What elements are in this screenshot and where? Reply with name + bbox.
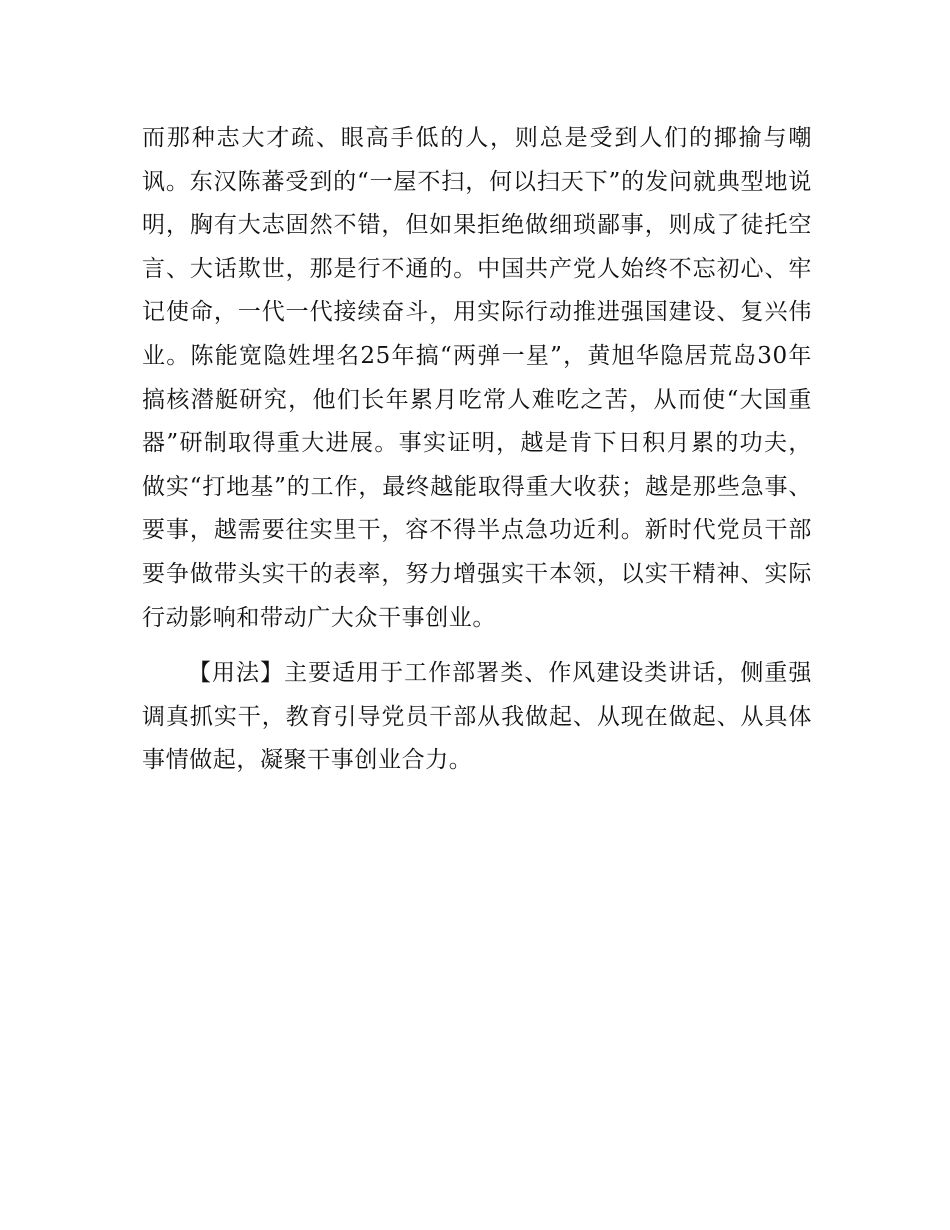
usage-paragraph [142,652,812,783]
document-body [142,117,812,783]
usage-text: 主要适用于工作部署类、作风建设类讲话，侧重强调真抓实干，教育引导党员干部从我做起、从现在做起、从具体事情做起，凝聚干事创业合力。 [142,660,812,774]
usage-label: 【用法】 [188,660,285,687]
body-paragraph: 而那种志大才疏、眼高手低的人，则总是受到人们的揶揄与嘲讽。东汉陈蕃受到的“一屋不扫，何以扫天下”的发问就典型地说明，胸有大志固然不错，但如果拒绝做细琐鄙事，则成了徒托空言、大话欺世，那是行不通的。中国共产党人始终不忘初心、牢记使命，一代一代接续奋斗，用实际行动推进强国建设、复兴伟业。陈能宽隐姓埋名25年搞“两弹一星”，黄旭华隐居荒岛30年搞核潜艇研究，他们长年累月吃常人难吃之苦，从而使“大国重器”研制取得重大进展。事实证明，越是肯下日积月累的功夫，做实“打地基”的工作，最终越能取得重大收获；越是那些急事、要事，越需要往实里干，容不得半点急功近利。新时代党员干部要争做带头实干的表率，努力增强实干本领，以实干精神、实际行动影响和带动广大众干事创业。 [142,125,812,631]
